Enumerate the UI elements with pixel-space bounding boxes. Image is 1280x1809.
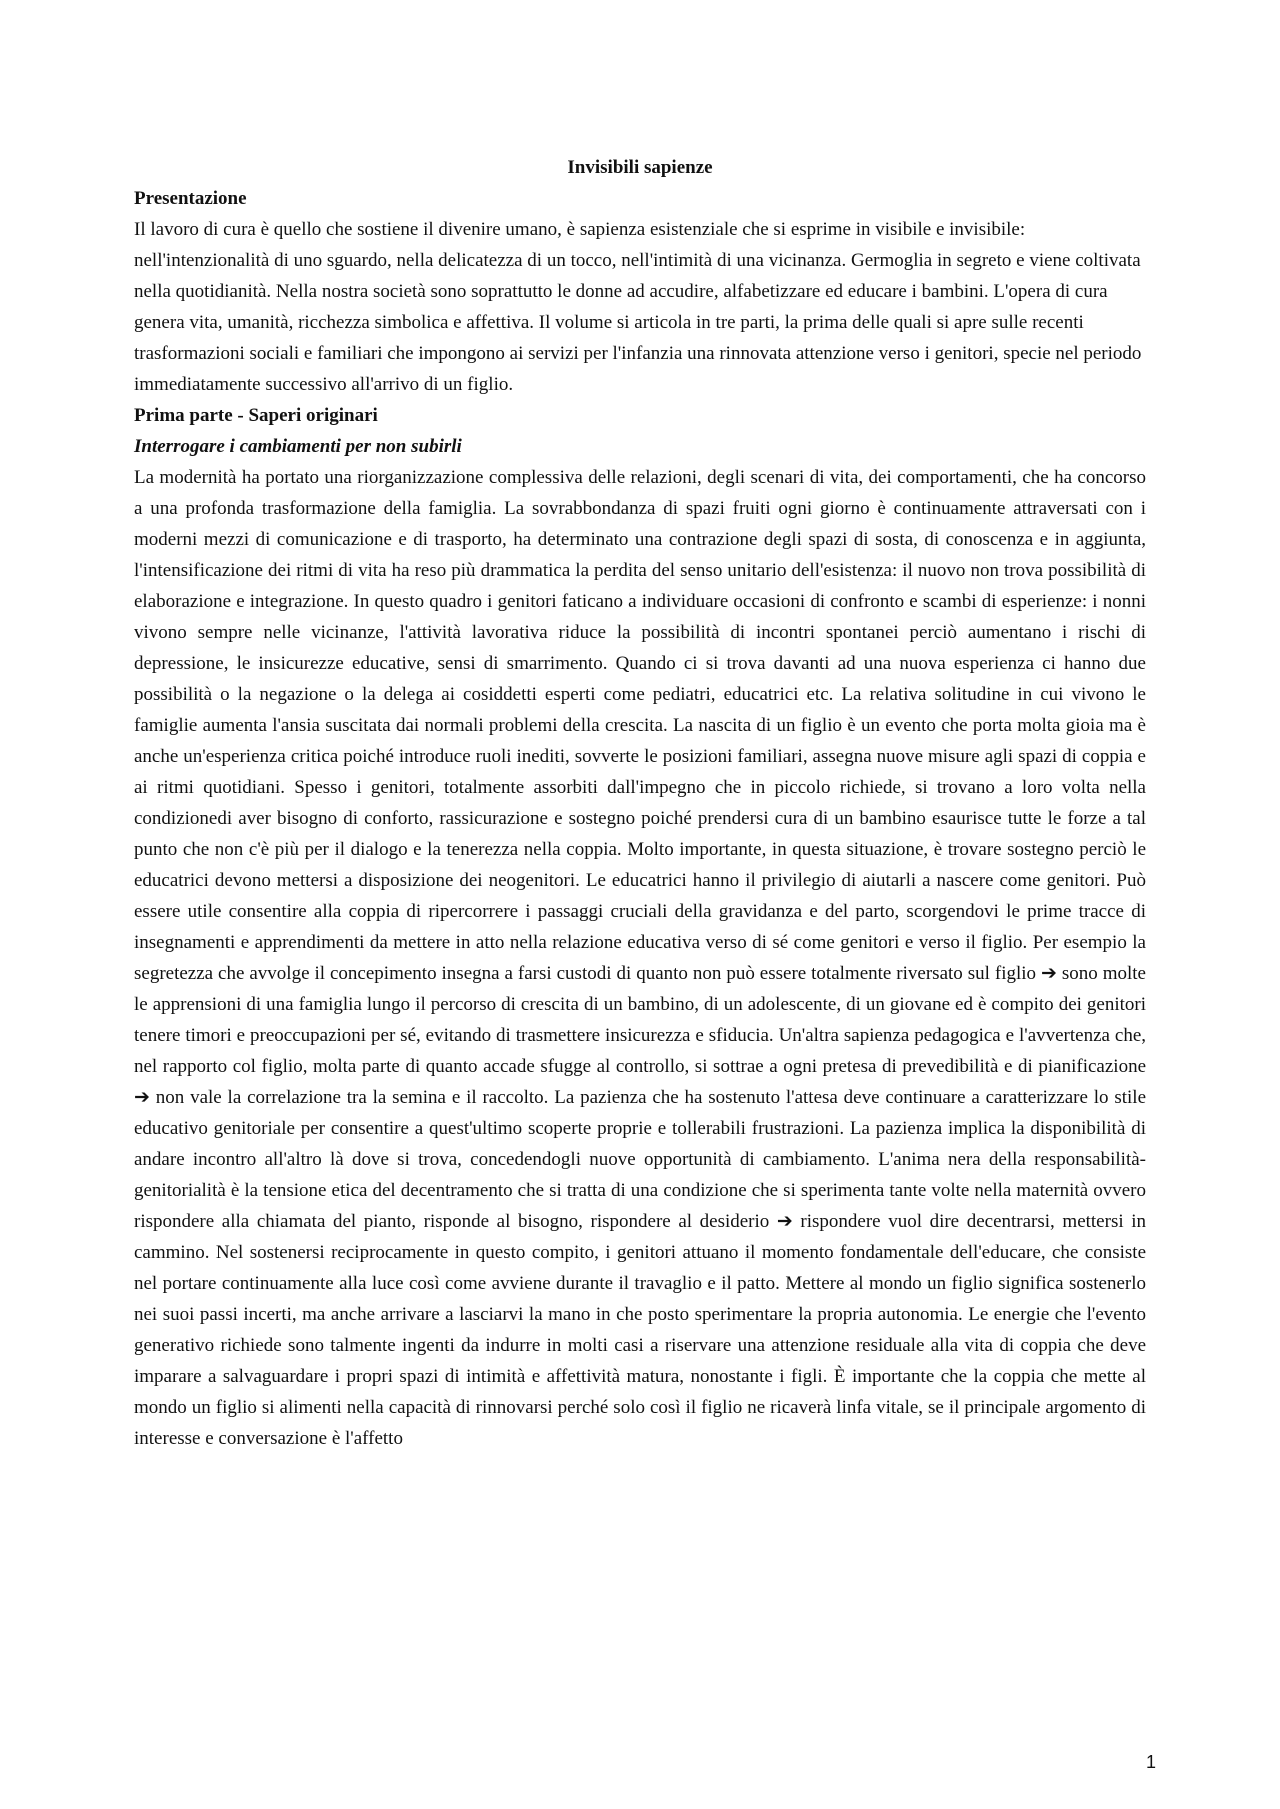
presentation-paragraph: Il lavoro di cura è quello che sostiene il divenire umano, è sapienza esistenziale che si esprime in visibile e invisibile: nell'intenzionalità di uno sguardo, nella delicatezza di un tocco, nell'intimità di una vicinanza. Germoglia in segreto e viene coltivata nella quotidianità. Nella nostra società sono soprattutto le donne ad accudire, alfabetizzare ed educare i bambini. L'opera di cura genera vita, umanità, ricchezza simbolica e affettiva. Il volume si articola in tre parti, la prima delle quali si apre sulle recenti trasformazioni sociali e familiari che impongono ai servizi per l'infanzia una rinnovata attenzione verso i genitori, specie nel periodo immediatamente successivo all'arrivo di un figlio. <box>134 219 1142 395</box>
part-one-subheading: Interrogare i cambiamenti per non subirli <box>134 436 462 457</box>
part-one-heading: Prima parte - Saperi originari <box>134 405 378 426</box>
document-page <box>134 152 1146 1454</box>
document-title: Invisibili sapienze <box>567 157 713 178</box>
page-number: 1 <box>1145 1752 1156 1772</box>
presentation-heading: Presentazione <box>134 188 247 209</box>
part-one-paragraph: La modernità ha portato una riorganizzazione complessiva delle relazioni, degli scenari di vita, dei comportamenti, che ha concorso a una profonda trasformazione della famiglia. La sovrabbondanza di spazi fruiti ogni giorno è continuamente attraversati con i moderni mezzi di comunicazione e di trasporto, ha determinato una contrazione degli spazi di sosta, di conoscenza e in aggiunta, l'intensificazione dei ritmi di vita ha reso più drammatica la perdita del senso unitario dell'esistenza: il nuovo non trova possibilità di elaborazione e integrazione. In questo quadro i genitori faticano a individuare occasioni di confronto e scambi di esperienze: i nonni vivono sempre nelle vicinanze, l'attività lavorativa riduce la possibilità di incontri spontanei perciò aumentano i rischi di depressione, le insicurezze educative, sensi di smarrimento. Quando ci si trova davanti ad una nuova esperienza ci hanno due possibilità o la negazione o la delega ai cosiddetti esperti come pediatri, educatrici etc. La relativa solitudine in cui vivono le famiglie aumenta l'ansia suscitata dai normali problemi della crescita. La nascita di un figlio è un evento che porta molta gioia ma è anche un'esperienza critica poiché introduce ruoli inediti, sovverte le posizioni familiari, assegna nuove misure agli spazi di coppia e ai ritmi quotidiani. Spesso i genitori, totalmente assorbiti dall'impegno che in piccolo richiede, si trovano a loro volta nella condizionedi aver bisogno di conforto, rassicurazione e sostegno poiché prendersi cura di un bambino esaurisce tutte le forze a tal punto che non c'è più per il dialogo e la tenerezza nella coppia. Molto importante, in questa situazione, è trovare sostegno perciò le educatrici devono mettersi a disposizione dei neogenitori. Le educatrici hanno il privilegio di aiutarli a nascere come genitori. Può essere utile consentire alla coppia di ripercorrere i passaggi cruciali della gravidanza e del parto, scorgendovi le prime tracce di insegnamenti e apprendimenti da mettere in atto nella relazione educativa verso di sé come genitori e verso il figlio. Per esempio la segretezza che avvolge il concepimento insegna a farsi custodi di quanto non può essere totalmente riversato sul figlio ➔ sono molte le apprensioni di una famiglia lungo il percorso di crescita di un bambino, di un adolescente, di un giovane ed è compito dei genitori tenere timori e preoccupazioni per sé, evitando di trasmettere insicurezza e sfiducia. Un'altra sapienza pedagogica e l'avvertenza che, nel rapporto col figlio, molta parte di quanto accade sfugge al controllo, si sottrae a ogni pretesa di prevedibilità e di pianificazione ➔ non vale la correlazione tra la semina e il raccolto. La pazienza che ha sostenuto l'attesa deve continuare a caratterizzare lo stile educativo genitoriale per consentire a quest'ultimo scoperte proprie e tollerabili frustrazioni. La pazienza implica la disponibilità di andare incontro all'altro là dove si trova, concedendogli nuove opportunità di cambiamento. L'anima nera della responsabilità-genitorialità è la tensione etica del decentramento che si tratta di una condizione che si sperimenta tante volte nella maternità ovvero rispondere alla chiamata del pianto, risponde al bisogno, rispondere al desiderio ➔ rispondere vuol dire decentrarsi, mettersi in cammino. Nel sostenersi reciprocamente in questo compito, i genitori attuano il momento fondamentale dell'educare, che consiste nel portare continuamente alla luce così come avviene durante il travaglio e il patto. Mettere al mondo un figlio significa sostenerlo nei suoi passi incerti, ma anche arrivare a lasciarvi la mano in che posto sperimentare la propria autonomia. Le energie che l'evento generativo richiede sono talmente ingenti da indurre in molti casi a riservare una attenzione residuale alla vita di coppia che deve imparare a salvaguardare i propri spazi di intimità e affettività matura, nonostante i figli. È importante che la coppia che mette al mondo un figlio si alimenti nella capacità di rinnovarsi perché solo così il figlio ne ricaverà linfa vitale, se il principale argomento di interesse e conversazione è l'affetto <box>134 467 1146 1449</box>
